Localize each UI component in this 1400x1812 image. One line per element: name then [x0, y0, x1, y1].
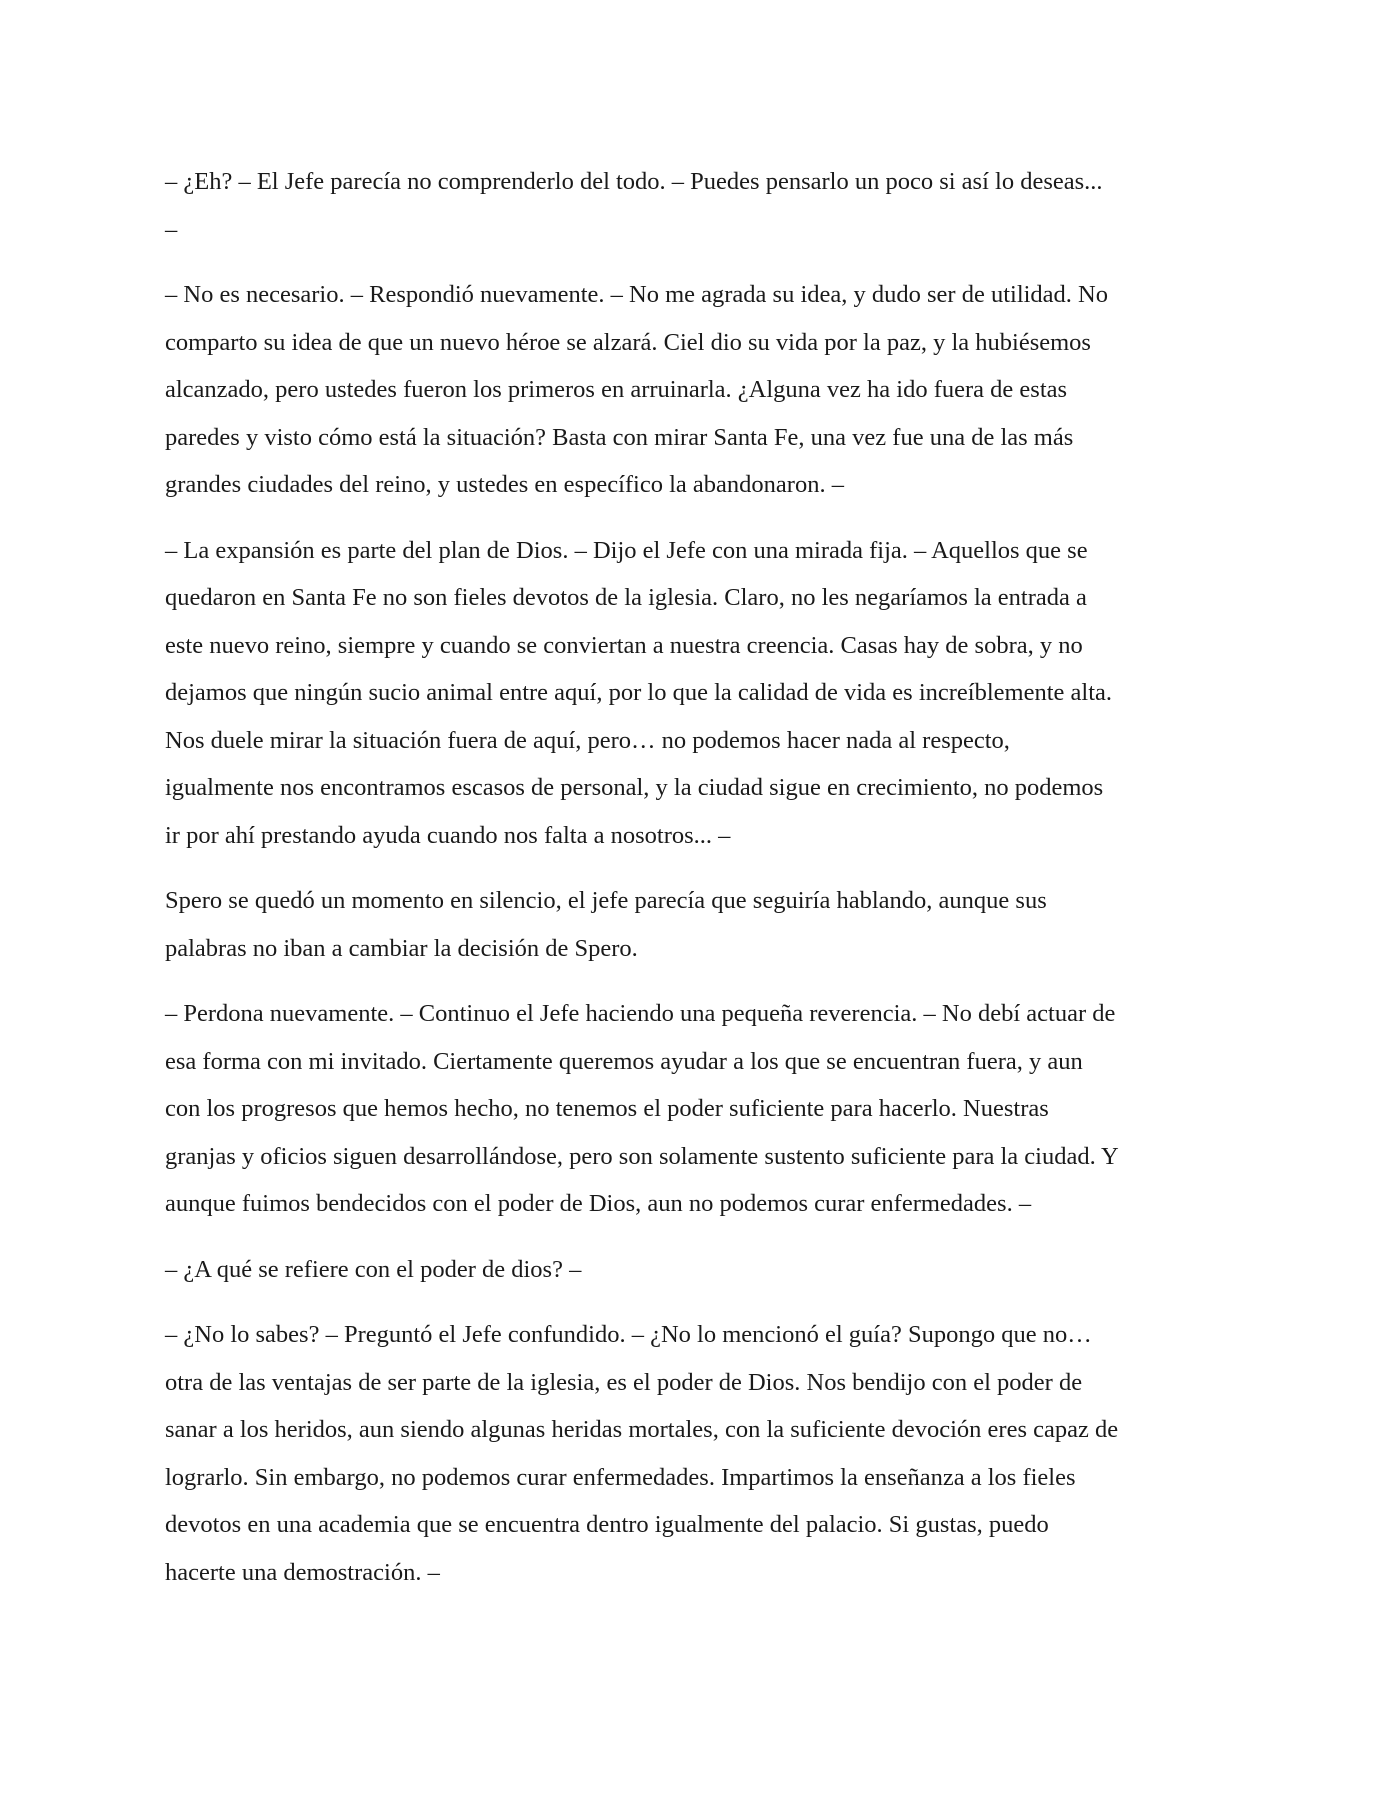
- paragraph-7: – ¿No lo sabes? – Preguntó el Jefe confundido. – ¿No lo mencionó el guía? Supongo que no… otra de las ventajas de ser parte de la iglesia, es el poder de Dios. Nos bendijo con el poder de sanar a los heridos, aun siendo algunas heridas mortales, con la suficiente devoción eres capaz de lograrlo. Sin embargo, no podemos curar enfermedades. Impartimos la enseñanza a los fieles devotos en una academia que se encuentra dentro igualmente del palacio. Si gustas, puedo hacerte una demostración. –: [165, 1321, 1119, 1586]
- paragraph-3: – La expansión es parte del plan de Dios. – Dijo el Jefe con una mirada fija. – Aquellos que se quedaron en Santa Fe no son fieles devotos de la iglesia. Claro, no les negaríamos la entrada a este nuevo reino, siempre y cuando se conviertan a nuestra creencia. Casas hay de sobra, y no dejamos que ningún sucio animal entre aquí, por lo que la calidad de vida es increíblemente alta. Nos duele mirar la situación fuera de aquí, pero… no podemos hacer nada al respecto, igualmente nos encontramos escasos de personal, y la ciudad sigue en crecimiento, no podemos ir por ahí prestando ayuda cuando nos falta a nosotros... –: [165, 536, 1113, 849]
- paragraph-5: – Perdona nuevamente. – Continuo el Jefe haciendo una pequeña reverencia. – No debí actuar de esa forma con mi invitado. Ciertamente queremos ayudar a los que se encuentran fuera, y aun con los progresos que hemos hecho, no tenemos el poder suficiente para hacerlo. Nuestras granjas y oficios siguen desarrollándose, pero son solamente sustento suficiente para la ciudad. Y aunque fuimos bendecidos con el poder de Dios, aun no podemos curar enfermedades. –: [165, 1000, 1119, 1217]
- document-body: [165, 158, 1235, 1614]
- paragraph-1: – ¿Eh? – El Jefe parecía no comprenderlo del todo. – Puedes pensarlo un poco si así lo deseas... –: [165, 168, 1103, 243]
- paragraph-6: – ¿A qué se refiere con el poder de dios? –: [165, 1255, 582, 1283]
- paragraph-2: – No es necesario. – Respondió nuevamente. – No me agrada su idea, y dudo ser de utilidad. No comparto su idea de que un nuevo héroe se alzará. Ciel dio su vida por la paz, y la hubiésemos alcanzado, pero ustedes fueron los primeros en arruinarla. ¿Alguna vez ha ido fuera de estas paredes y visto cómo está la situación? Basta con mirar Santa Fe, una vez fue una de las más grandes ciudades del reino, y ustedes en específico la abandonaron. –: [165, 281, 1108, 498]
- paragraph-4: Spero se quedó un momento en silencio, el jefe parecía que seguiría hablando, aunque sus palabras no iban a cambiar la decisión de Spero.: [165, 887, 1047, 962]
